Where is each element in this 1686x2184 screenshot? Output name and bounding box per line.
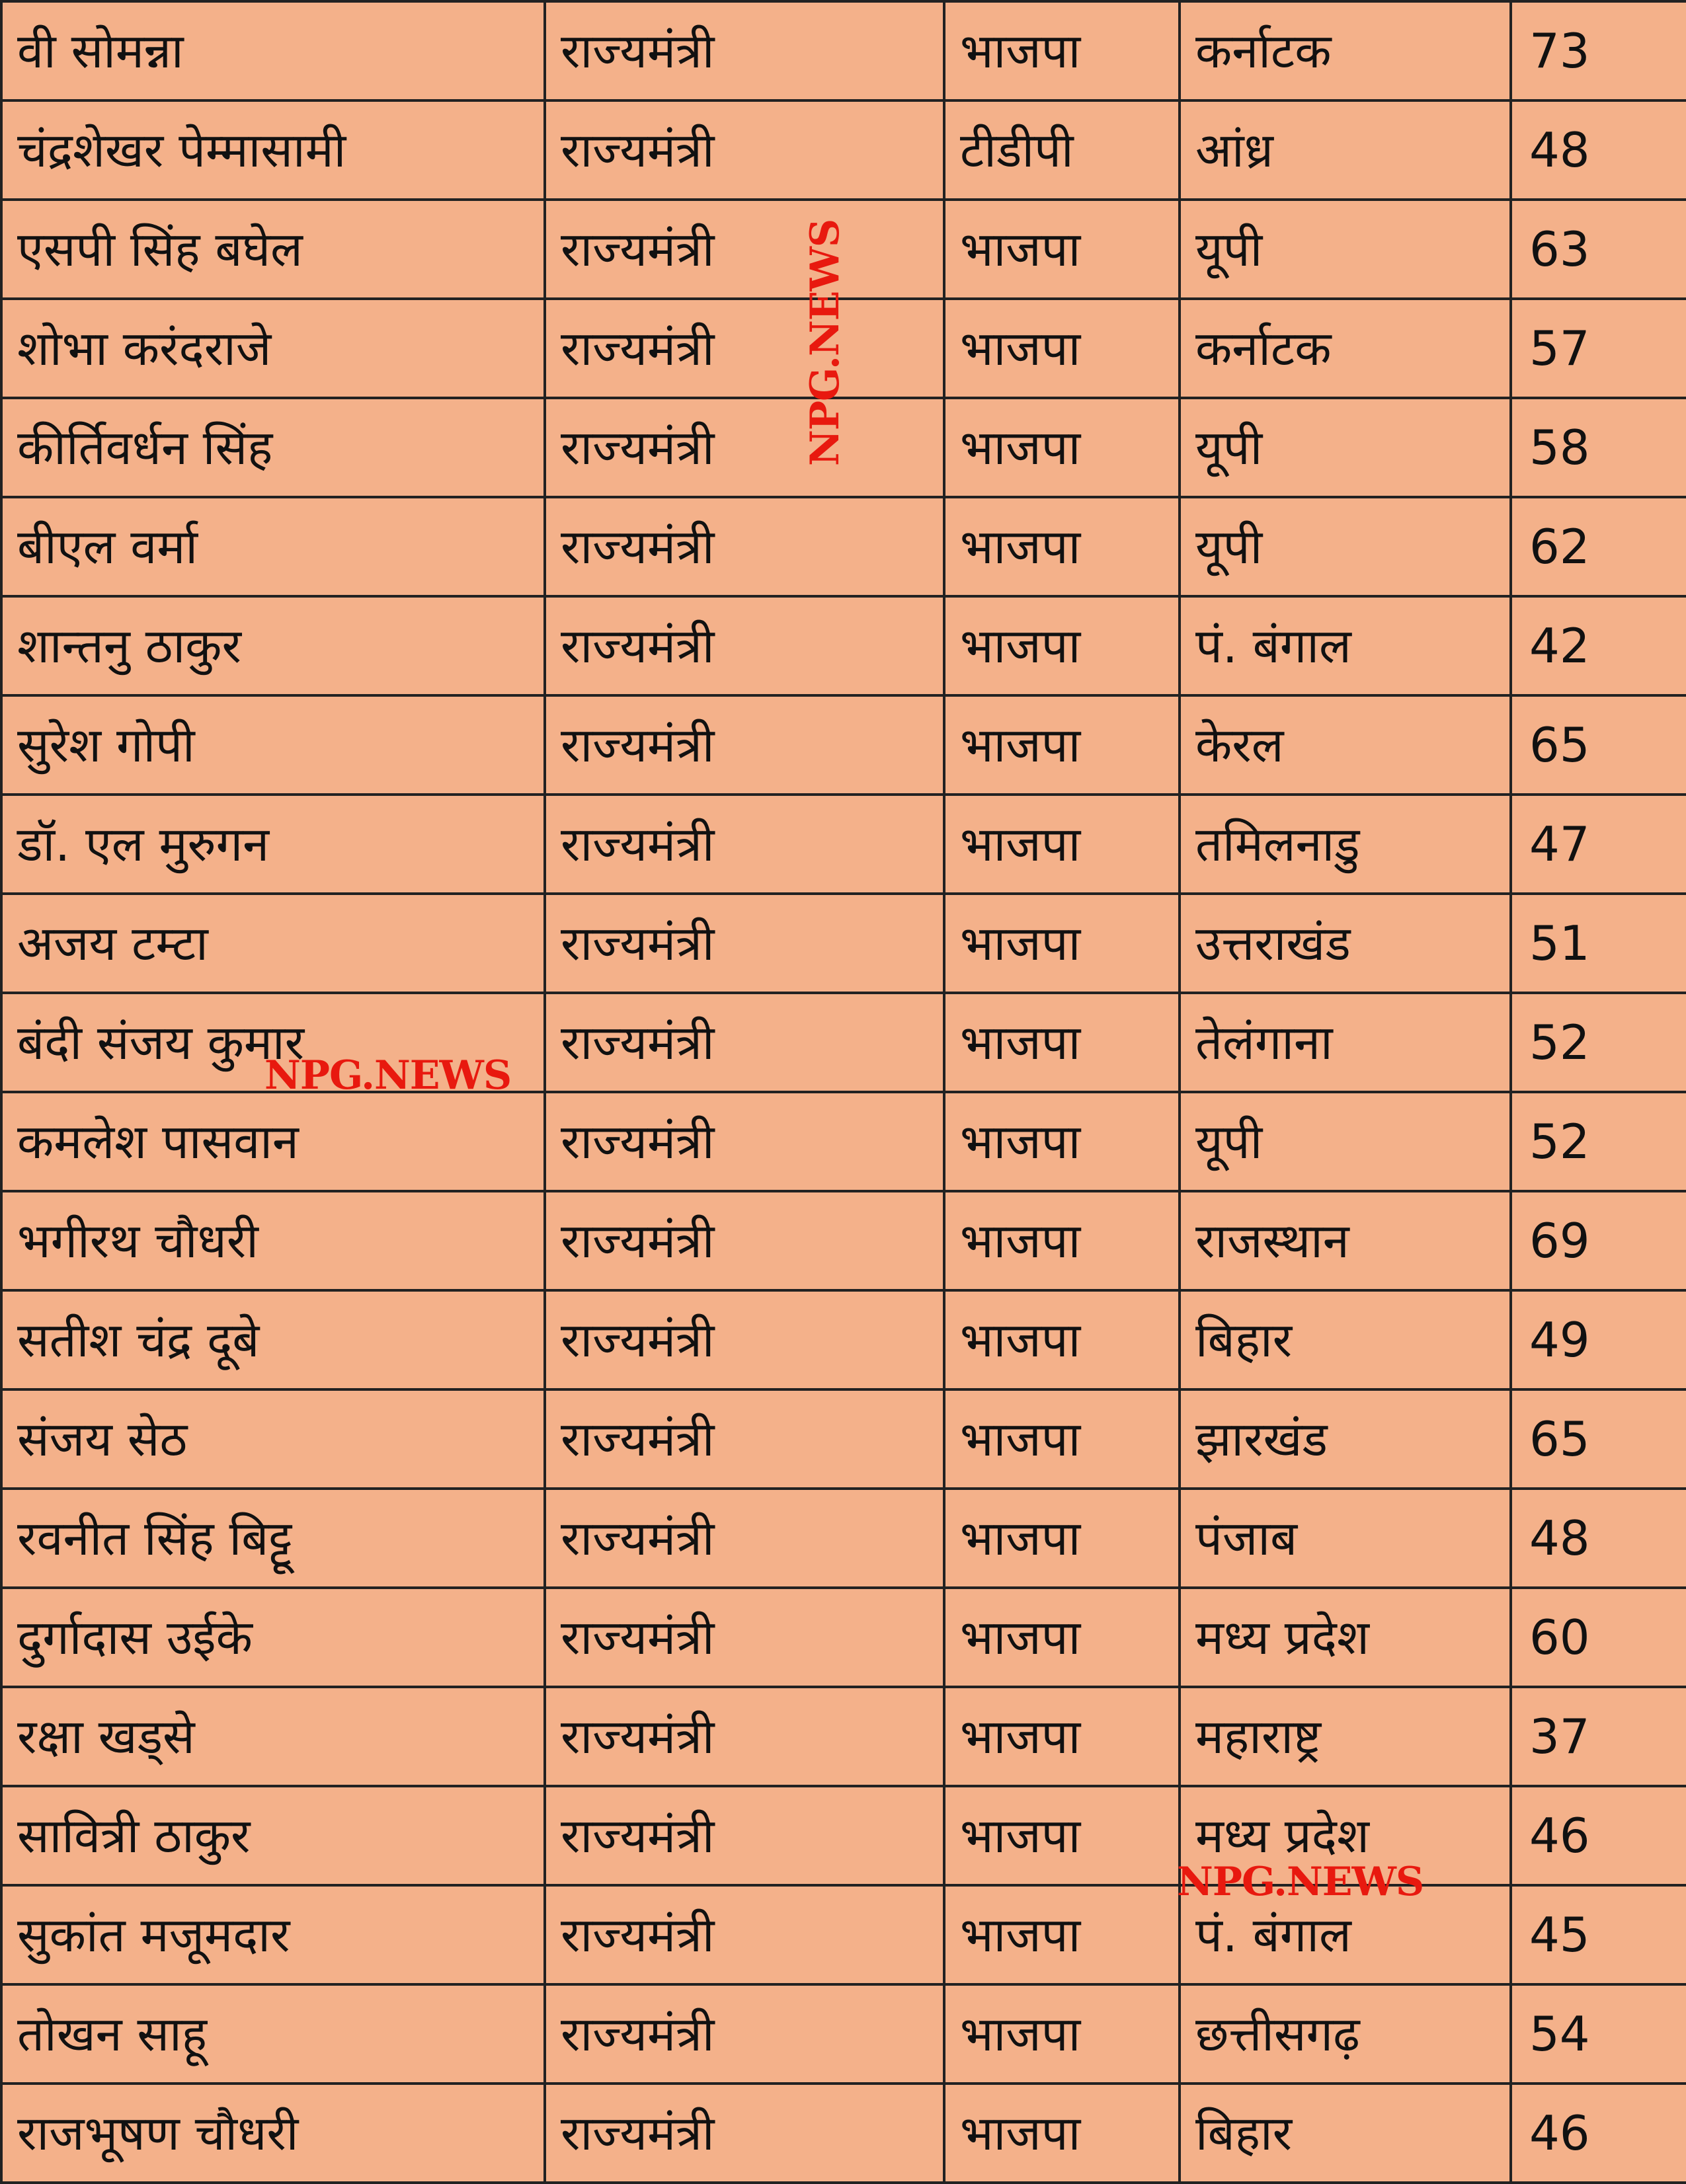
minister-name-cell: शोभा करंदराजे (1, 299, 545, 398)
state-cell: झारखंड (1180, 1389, 1511, 1489)
party-cell: भाजपा (944, 1389, 1180, 1489)
party-cell: भाजपा (944, 2084, 1180, 2183)
minister-name-cell: अजय टम्टा (1, 894, 545, 993)
state-cell: तेलंगाना (1180, 993, 1511, 1092)
party-cell: भाजपा (944, 795, 1180, 894)
table-row (1, 1885, 1686, 1984)
table-row (1, 795, 1686, 894)
party-cell: भाजपा (944, 1984, 1180, 2084)
minister-role-cell: राज्यमंत्री (545, 1290, 944, 1389)
table-row (1, 299, 1686, 398)
minister-role-cell: राज्यमंत्री (545, 1984, 944, 2084)
state-cell: यूपी (1180, 200, 1511, 299)
party-cell: भाजपा (944, 596, 1180, 695)
age-cell: 37 (1511, 1687, 1686, 1786)
minister-role-cell: राज्यमंत्री (545, 497, 944, 596)
state-cell: बिहार (1180, 1290, 1511, 1389)
table-row (1, 1786, 1686, 1885)
table-row (1, 1588, 1686, 1687)
party-cell: टीडीपी (944, 100, 1180, 200)
party-cell: भाजपा (944, 894, 1180, 993)
age-cell: 47 (1511, 795, 1686, 894)
minister-role-cell: राज्यमंत्री (545, 1489, 944, 1588)
party-cell: भाजपा (944, 1786, 1180, 1885)
minister-name-cell: राजभूषण चौधरी (1, 2084, 545, 2183)
state-cell: यूपी (1180, 1092, 1511, 1191)
table-row (1, 1191, 1686, 1290)
minister-role-cell: राज्यमंत्री (545, 1092, 944, 1191)
age-cell: 51 (1511, 894, 1686, 993)
minister-name-cell: कमलेश पासवान (1, 1092, 545, 1191)
age-cell: 65 (1511, 695, 1686, 795)
party-cell: भाजपा (944, 200, 1180, 299)
minister-role-cell: राज्यमंत्री (545, 398, 944, 497)
table-row (1, 1687, 1686, 1786)
age-cell: 49 (1511, 1290, 1686, 1389)
state-cell: पं. बंगाल (1180, 596, 1511, 695)
age-cell: 69 (1511, 1191, 1686, 1290)
minister-role-cell: राज्यमंत्री (545, 1, 944, 100)
minister-name-cell: डॉ. एल मुरुगन (1, 795, 545, 894)
minister-name-cell: सुकांत मजूमदार (1, 1885, 545, 1984)
table-row (1, 1984, 1686, 2084)
table-row (1, 993, 1686, 1092)
party-cell: भाजपा (944, 1489, 1180, 1588)
table-row (1, 1, 1686, 100)
minister-role-cell: राज्यमंत्री (545, 1786, 944, 1885)
watermark-text: NPG.NEWS (264, 1052, 512, 1099)
party-cell: भाजपा (944, 497, 1180, 596)
age-cell: 54 (1511, 1984, 1686, 2084)
minister-name-cell: रक्षा खड्से (1, 1687, 545, 1786)
table-row (1, 2084, 1686, 2183)
minister-role-cell: राज्यमंत्री (545, 200, 944, 299)
minister-name-cell: सावित्री ठाकुर (1, 1786, 545, 1885)
party-cell: भाजपा (944, 1290, 1180, 1389)
minister-name-cell: दुर्गादास उईके (1, 1588, 545, 1687)
table-row (1, 1092, 1686, 1191)
table-row (1, 1290, 1686, 1389)
minister-role-cell: राज्यमंत्री (545, 596, 944, 695)
minister-name-cell: एसपी सिंह बघेल (1, 200, 545, 299)
state-cell: राजस्थान (1180, 1191, 1511, 1290)
age-cell: 57 (1511, 299, 1686, 398)
age-cell: 73 (1511, 1, 1686, 100)
minister-role-cell: राज्यमंत्री (545, 299, 944, 398)
party-cell: भाजपा (944, 1588, 1180, 1687)
age-cell: 45 (1511, 1885, 1686, 1984)
minister-name-cell: सतीश चंद्र दूबे (1, 1290, 545, 1389)
minister-name-cell: शान्तनु ठाकुर (1, 596, 545, 695)
state-cell: कर्नाटक (1180, 1, 1511, 100)
minister-name-cell: बीएल वर्मा (1, 497, 545, 596)
minister-name-cell: संजय सेठ (1, 1389, 545, 1489)
watermark-text: NPG.NEWS (802, 219, 848, 466)
minister-role-cell: राज्यमंत्री (545, 795, 944, 894)
table-row (1, 200, 1686, 299)
minister-name-cell: रवनीत सिंह बिट्टू (1, 1489, 545, 1588)
state-cell: पंजाब (1180, 1489, 1511, 1588)
table-row (1, 398, 1686, 497)
table-row (1, 497, 1686, 596)
party-cell: भाजपा (944, 398, 1180, 497)
age-cell: 65 (1511, 1389, 1686, 1489)
age-cell: 46 (1511, 1786, 1686, 1885)
table-row (1, 695, 1686, 795)
state-cell: पं. बंगाल (1180, 1885, 1511, 1984)
table-body (1, 1, 1686, 2183)
minister-role-cell: राज्यमंत्री (545, 2084, 944, 2183)
table-row (1, 596, 1686, 695)
table-row (1, 894, 1686, 993)
age-cell: 42 (1511, 596, 1686, 695)
watermark-text: NPG.NEWS (1177, 1859, 1424, 1905)
age-cell: 63 (1511, 200, 1686, 299)
minister-role-cell: राज्यमंत्री (545, 993, 944, 1092)
minister-role-cell: राज्यमंत्री (545, 695, 944, 795)
age-cell: 46 (1511, 2084, 1686, 2183)
party-cell: भाजपा (944, 1885, 1180, 1984)
party-cell: भाजपा (944, 299, 1180, 398)
age-cell: 52 (1511, 1092, 1686, 1191)
minister-role-cell: राज्यमंत्री (545, 1389, 944, 1489)
state-cell: छत्तीसगढ़ (1180, 1984, 1511, 2084)
age-cell: 58 (1511, 398, 1686, 497)
state-cell: उत्तराखंड (1180, 894, 1511, 993)
party-cell: भाजपा (944, 695, 1180, 795)
minister-role-cell: राज्यमंत्री (545, 894, 944, 993)
minister-name-cell: वी सोमन्ना (1, 1, 545, 100)
party-cell: भाजपा (944, 1, 1180, 100)
state-cell: महाराष्ट्र (1180, 1687, 1511, 1786)
age-cell: 60 (1511, 1588, 1686, 1687)
state-cell: यूपी (1180, 497, 1511, 596)
minister-role-cell: राज्यमंत्री (545, 100, 944, 200)
minister-role-cell: राज्यमंत्री (545, 1588, 944, 1687)
minister-name-cell: चंद्रशेखर पेम्मासामी (1, 100, 545, 200)
age-cell: 62 (1511, 497, 1686, 596)
state-cell: तमिलनाडु (1180, 795, 1511, 894)
party-cell: भाजपा (944, 993, 1180, 1092)
state-cell: कर्नाटक (1180, 299, 1511, 398)
age-cell: 52 (1511, 993, 1686, 1092)
table-row (1, 1389, 1686, 1489)
minister-name-cell: सुरेश गोपी (1, 695, 545, 795)
minister-role-cell: राज्यमंत्री (545, 1885, 944, 1984)
party-cell: भाजपा (944, 1191, 1180, 1290)
state-cell: आंध्र (1180, 100, 1511, 200)
minister-name-cell: कीर्तिवर्धन सिंह (1, 398, 545, 497)
minister-role-cell: राज्यमंत्री (545, 1687, 944, 1786)
minister-name-cell: बंदी संजय कुमार (1, 993, 545, 1092)
party-cell: भाजपा (944, 1092, 1180, 1191)
minister-name-cell: भगीरथ चौधरी (1, 1191, 545, 1290)
age-cell: 48 (1511, 100, 1686, 200)
age-cell: 48 (1511, 1489, 1686, 1588)
state-cell: मध्य प्रदेश (1180, 1786, 1511, 1885)
minister-name-cell: तोखन साहू (1, 1984, 545, 2084)
table-row (1, 100, 1686, 200)
state-cell: यूपी (1180, 398, 1511, 497)
minister-role-cell: राज्यमंत्री (545, 1191, 944, 1290)
party-cell: भाजपा (944, 1687, 1180, 1786)
state-cell: मध्य प्रदेश (1180, 1588, 1511, 1687)
state-cell: केरल (1180, 695, 1511, 795)
state-cell: बिहार (1180, 2084, 1511, 2183)
table-row (1, 1489, 1686, 1588)
